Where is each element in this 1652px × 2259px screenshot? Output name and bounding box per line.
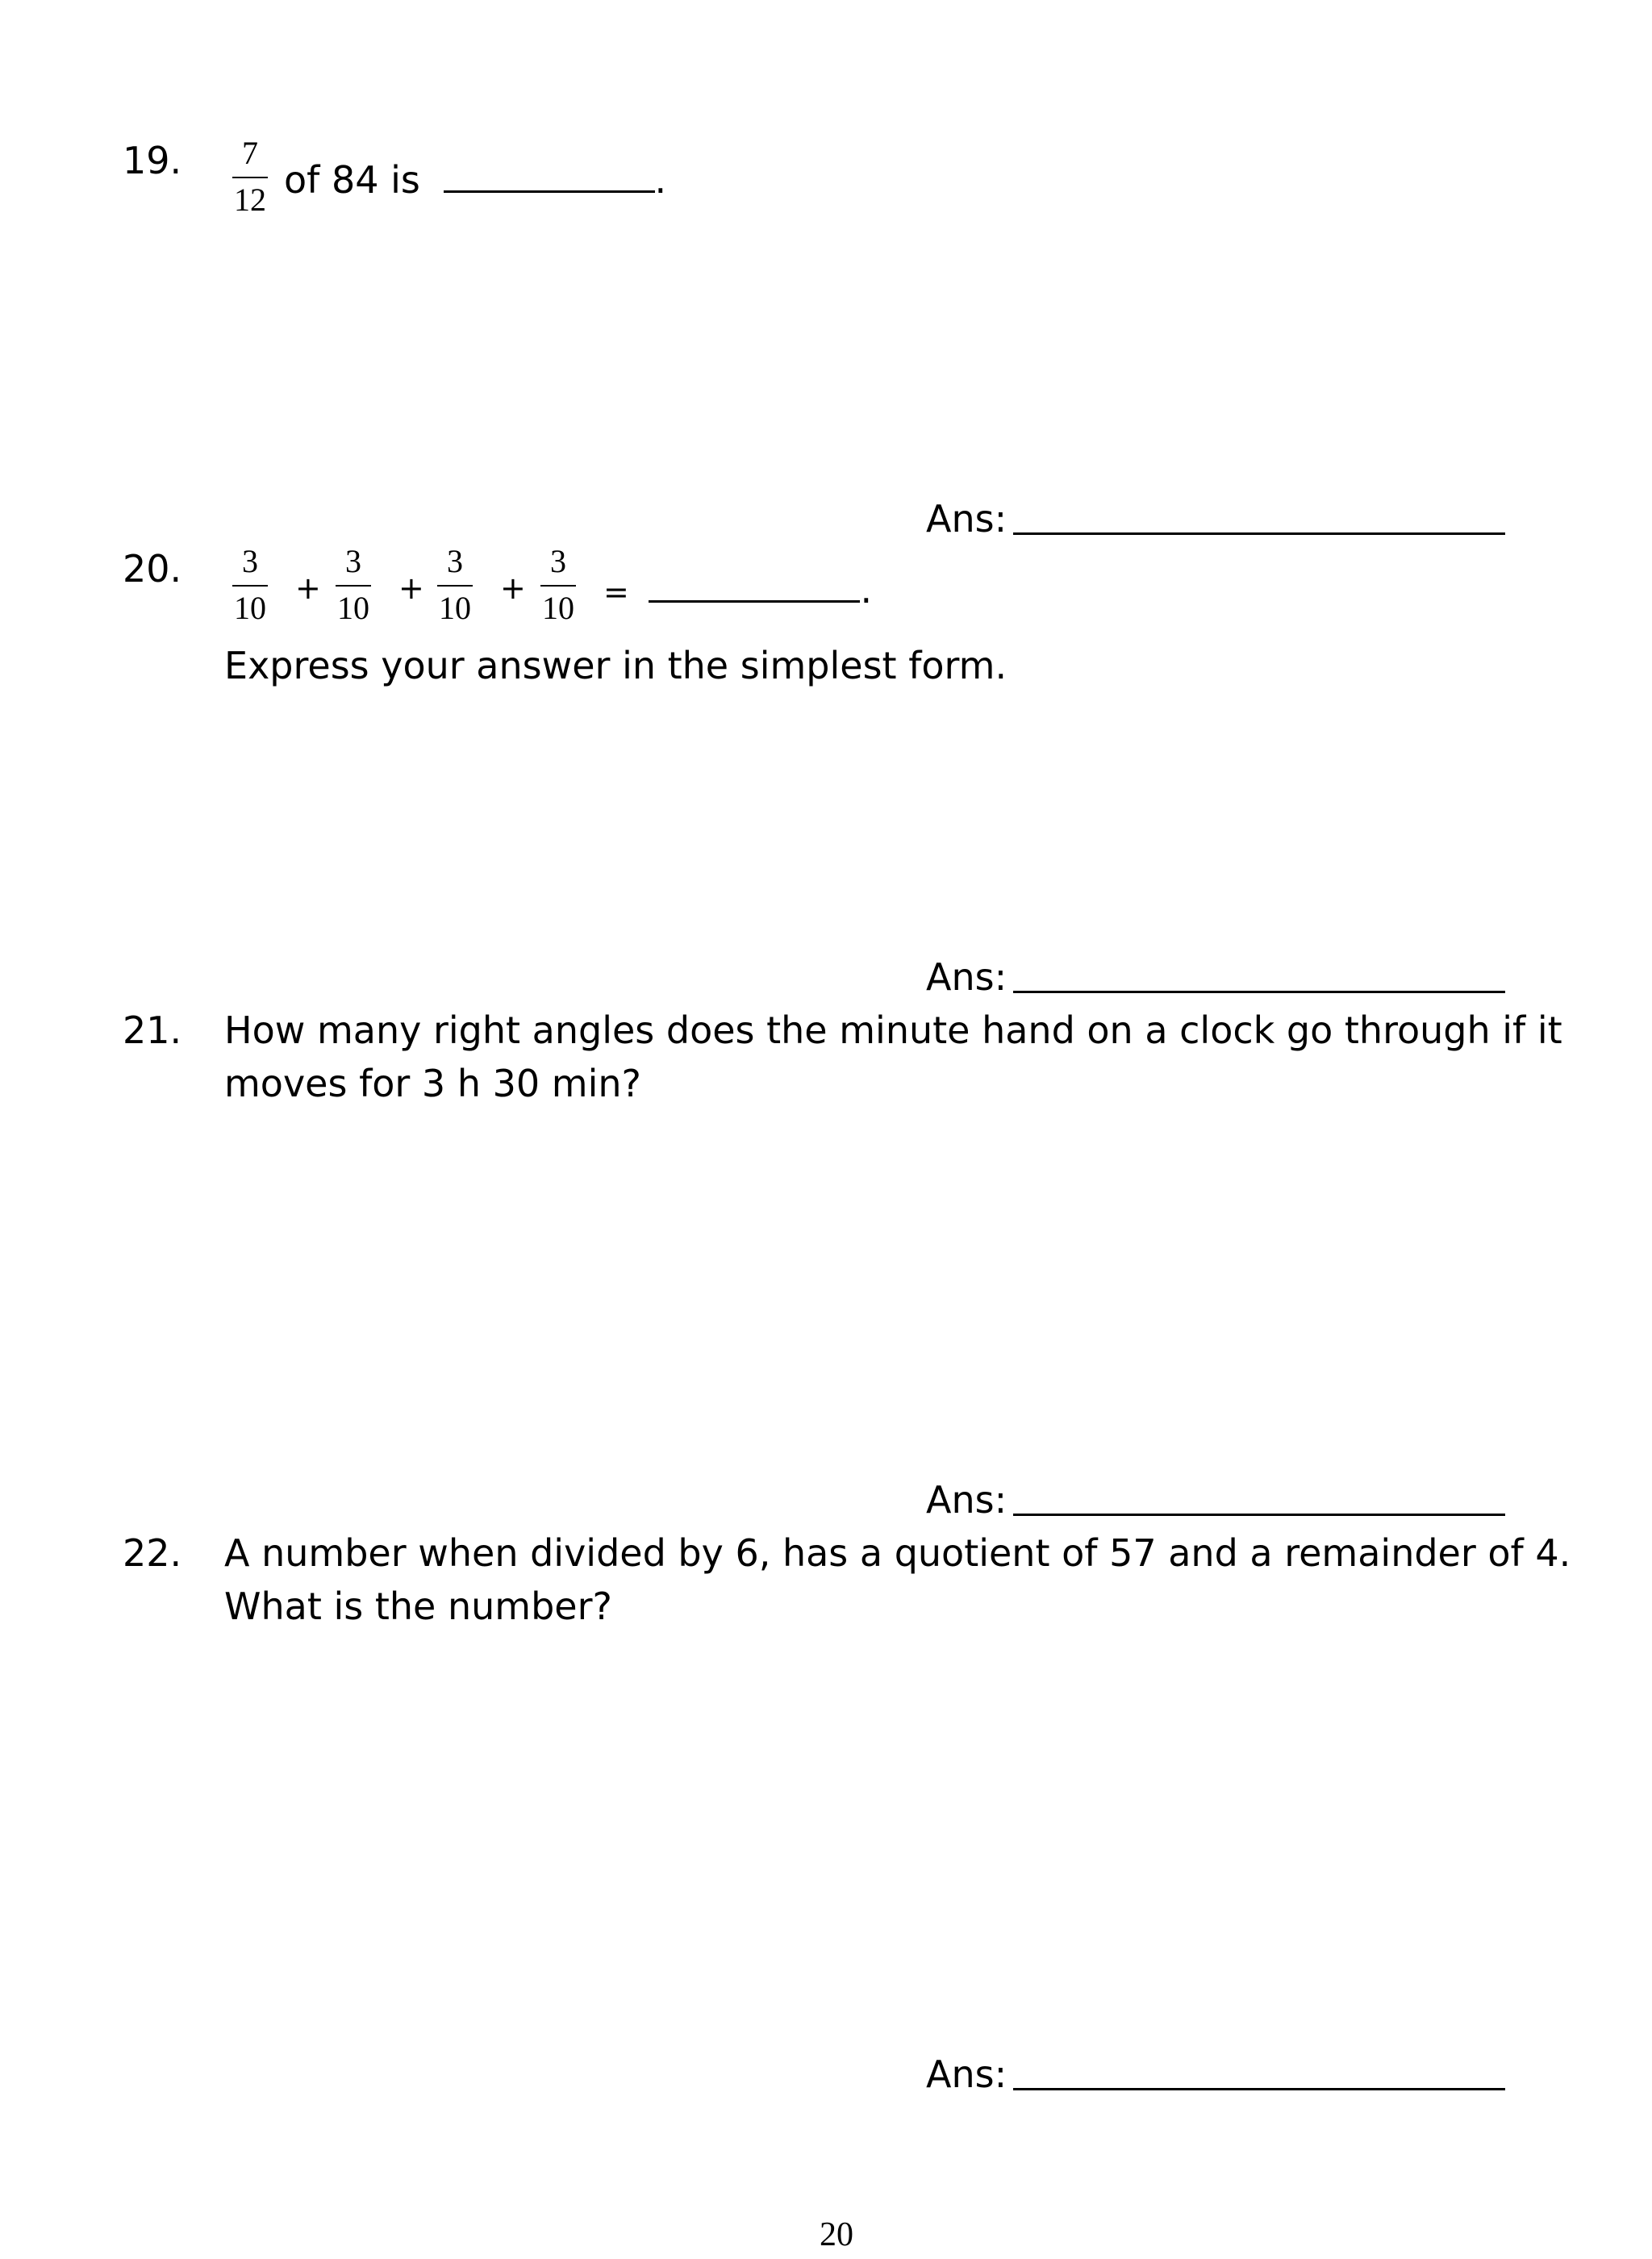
question-22-line-1: A number when divided by 6, has a quotient of 57 and a remainder of 4. bbox=[224, 1531, 1571, 1575]
question-19-inline-blank[interactable] bbox=[444, 152, 655, 193]
question-21-answer-line[interactable] bbox=[1013, 1514, 1505, 1516]
plus-sign: + bbox=[500, 570, 526, 606]
fraction-denominator: 10 bbox=[234, 590, 266, 626]
question-21-line-2: moves for 3 h 30 min? bbox=[224, 1062, 641, 1105]
plus-sign: + bbox=[398, 570, 424, 606]
question-20-answer-line[interactable] bbox=[1013, 991, 1505, 993]
question-20-period: . bbox=[860, 568, 873, 612]
question-19-period: . bbox=[654, 158, 667, 202]
fraction-bar bbox=[336, 585, 371, 587]
fraction-bar bbox=[232, 177, 268, 178]
fraction-numerator: 3 bbox=[447, 543, 463, 579]
question-21-number: 21. bbox=[123, 1008, 182, 1052]
question-22-answer-label: Ans: bbox=[926, 2052, 1007, 2096]
question-20-number: 20. bbox=[123, 547, 182, 591]
fraction-bar bbox=[540, 585, 576, 587]
fraction-numerator: 3 bbox=[345, 543, 361, 579]
fraction-denominator: 10 bbox=[337, 590, 369, 626]
plus-sign: + bbox=[295, 570, 321, 606]
equals-sign: = bbox=[603, 574, 629, 610]
question-20-answer-label: Ans: bbox=[926, 955, 1007, 999]
question-20-equation-end bbox=[603, 562, 872, 619]
question-19-answer-line[interactable] bbox=[1013, 532, 1505, 535]
fraction-denominator: 10 bbox=[439, 590, 471, 626]
question-21-answer-label: Ans: bbox=[926, 1478, 1007, 1522]
fraction-numerator: 3 bbox=[550, 543, 566, 579]
question-19-answer-label: Ans: bbox=[926, 497, 1007, 541]
page-number: 20 bbox=[820, 2216, 853, 2253]
question-22-number: 22. bbox=[123, 1531, 182, 1575]
question-20-instruction: Express your answer in the simplest form. bbox=[224, 644, 1007, 687]
fraction-numerator: 3 bbox=[242, 543, 258, 579]
fraction-denominator: 12 bbox=[234, 182, 266, 218]
fraction-denominator: 10 bbox=[542, 590, 574, 626]
question-22-line-2: What is the number? bbox=[224, 1585, 612, 1628]
fraction-bar bbox=[437, 585, 473, 587]
question-20-inline-blank[interactable] bbox=[649, 562, 860, 603]
fraction-numerator: 7 bbox=[242, 135, 258, 171]
question-19-number: 19. bbox=[123, 139, 182, 182]
fraction-bar bbox=[232, 585, 268, 587]
question-19-statement: of 84 is bbox=[284, 158, 420, 202]
question-19-text bbox=[284, 152, 666, 207]
question-22-answer-line[interactable] bbox=[1013, 2088, 1505, 2090]
question-21-line-1: How many right angles does the minute hand on a clock go through if it bbox=[224, 1008, 1562, 1052]
